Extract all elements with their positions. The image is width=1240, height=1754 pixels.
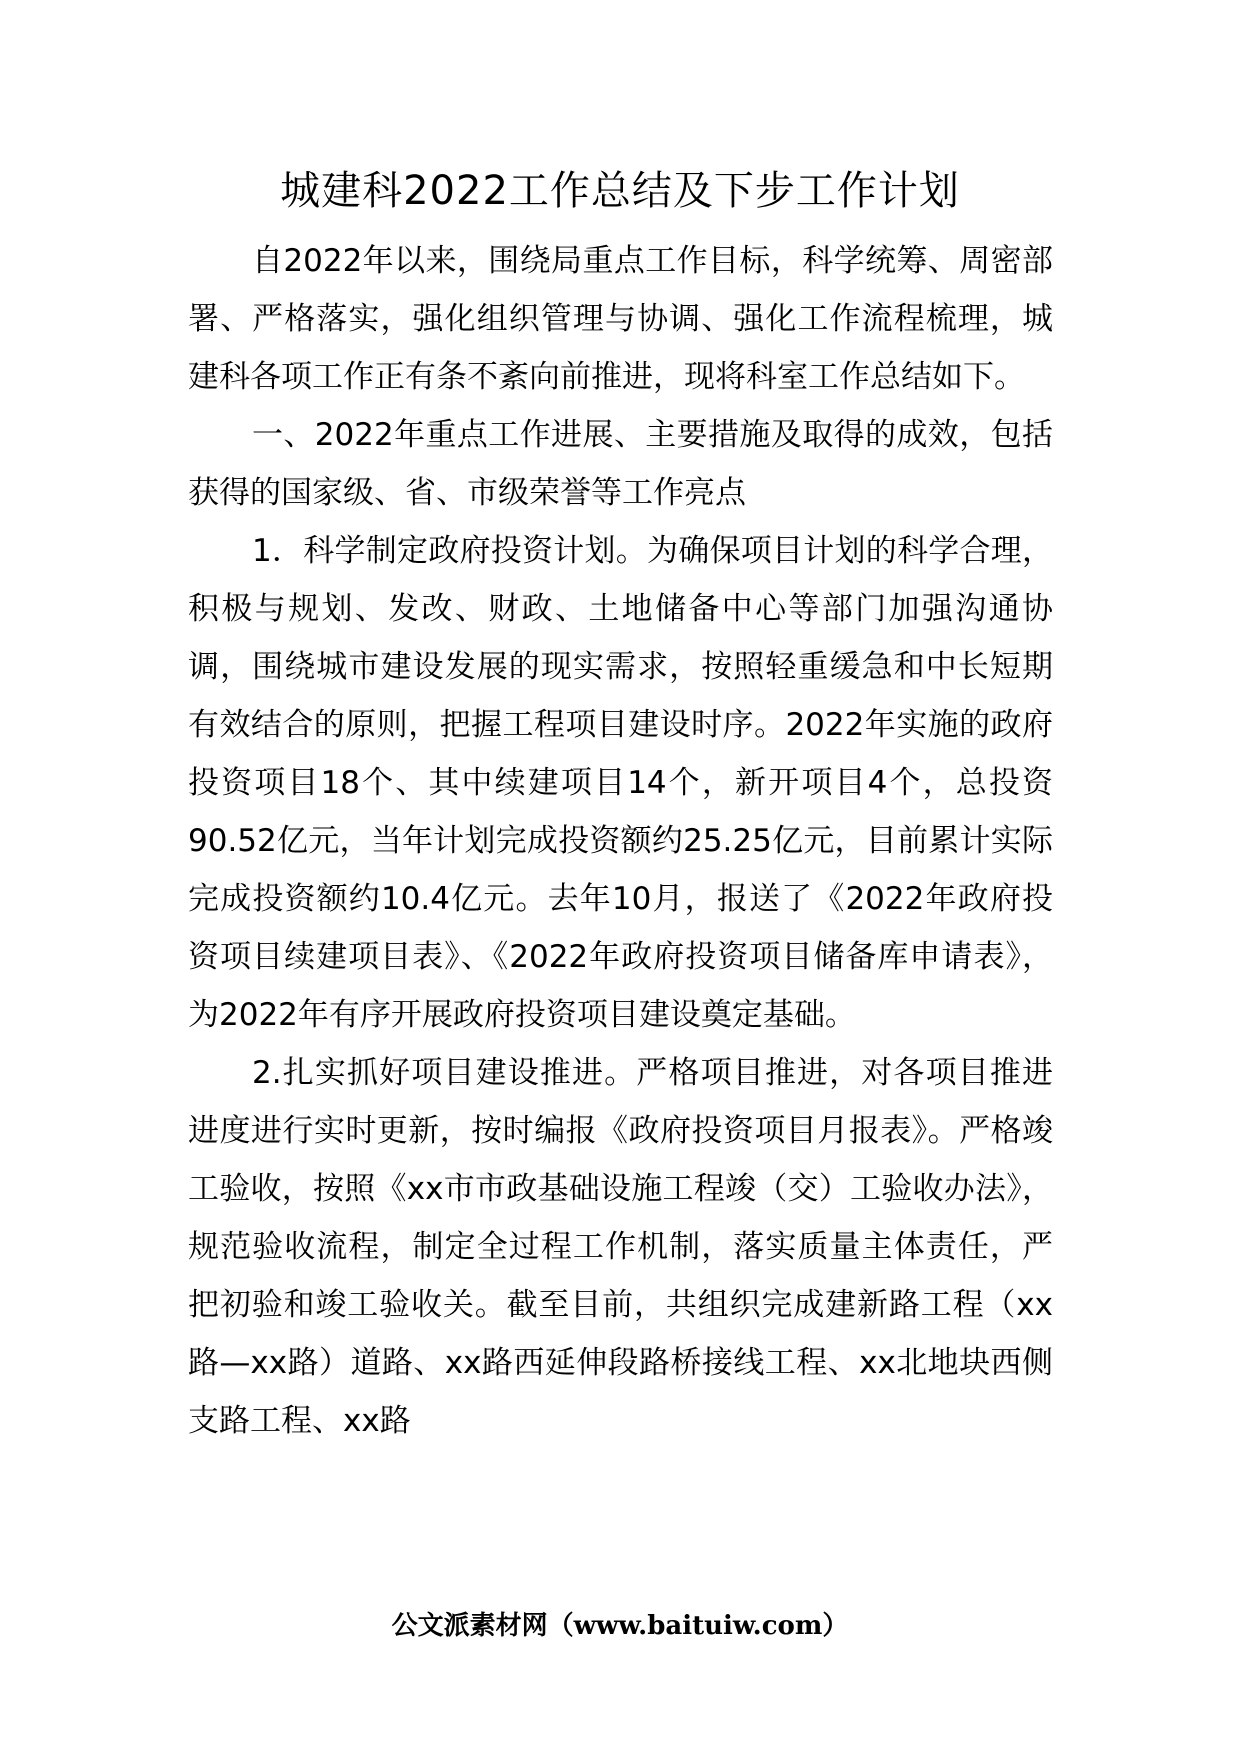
paragraph-section-heading: 一、2022年重点工作进展、主要措施及取得的成效，包括获得的国家级、省、市级荣誉等工作亮点 (188, 417, 1053, 511)
footer-watermark: 公文派素材网（www.baituiw.com） (391, 1611, 849, 1641)
paragraph-item-1: 1．科学制定政府投资计划。为确保项目计划的科学合理，积极与规划、发改、财政、土地储备中心等部门加强沟通协调，围绕城市建设发展的现实需求，按照轻重缓急和中长短期有效结合的原则，把握工程项目建设时序。2022年实施的政府投资项目18个、其中续建项目14个，新开项目4个，总投资90.52亿元，当年计划完成投资额约25.25亿元，目前累计实际完成投资额约10.4亿元。去年10月，报送了《2022年政府投资项目续建项目表》、《2022年政府投资项目储备库申请表》，为2022年有序开展政府投资项目建设奠定基础。 (188, 533, 1053, 1033)
paragraph-item-2: 2.扎实抓好项目建设推进。严格项目推进，对各项目推进进度进行实时更新，按时编报《政府投资项目月报表》。严格竣工验收，按照《xx市市政基础设施工程竣（交）工验收办法》，规范验收流程，制定全过程工作机制，落实质量主体责任，严把初验和竣工验收关。截至目前，共组织完成建新路工程（xx路—xx路）道路、xx路西延伸段路桥接线工程、xx北地块西侧支路工程、xx路 (188, 1055, 1053, 1439)
document-title: 城建科2022工作总结及下步工作计划 (280, 168, 960, 214)
paragraph-intro: 自2022年以来，围绕局重点工作目标，科学统筹、周密部署、严格落实，强化组织管理与协调、强化工作流程梳理，城建科各项工作正有条不紊向前推进，现将科室工作总结如下。 (188, 243, 1053, 395)
document-body (188, 232, 1053, 1450)
